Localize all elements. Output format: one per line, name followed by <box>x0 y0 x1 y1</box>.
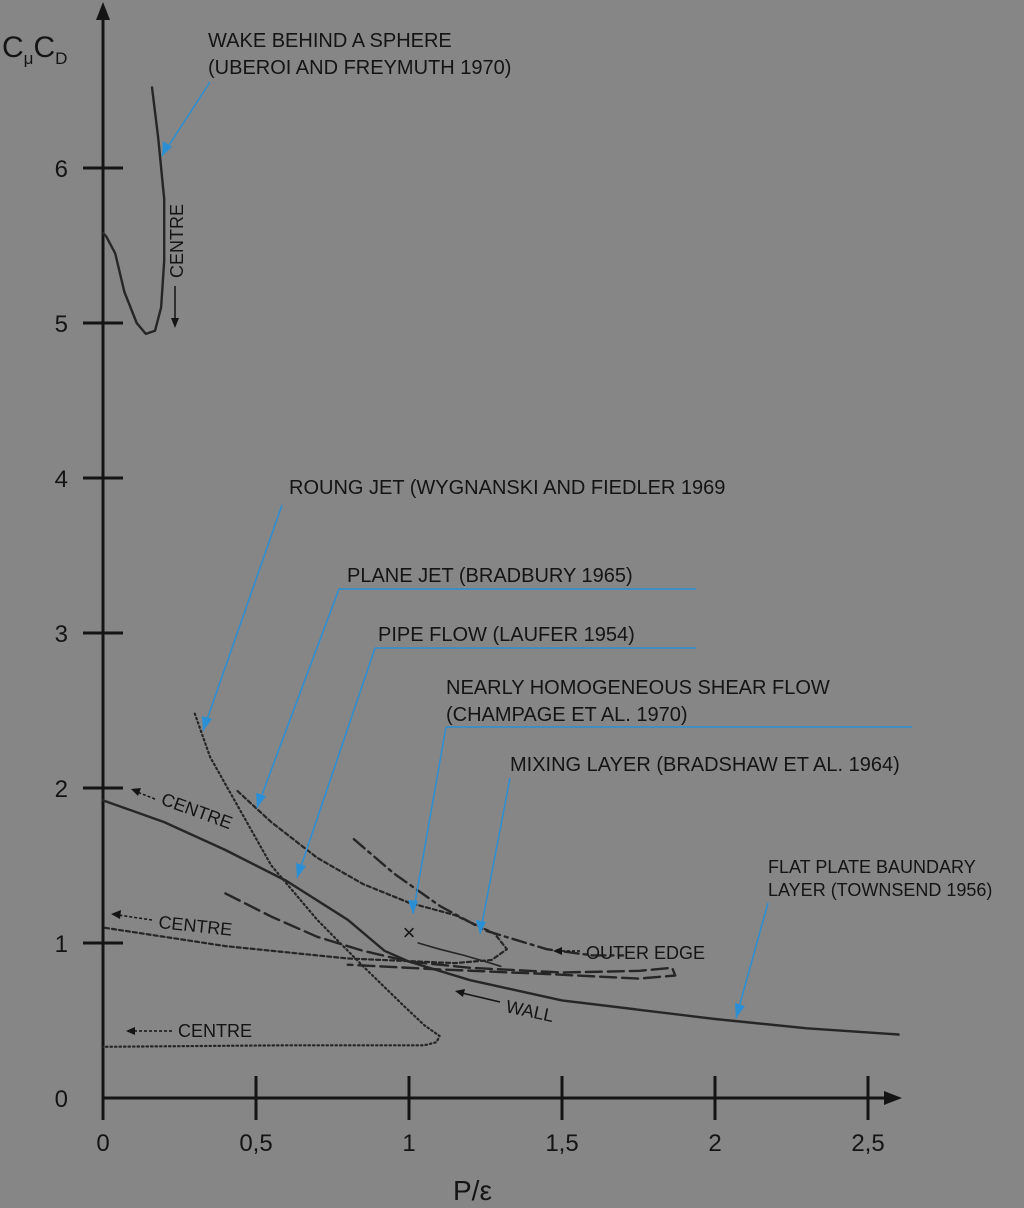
centre-flat-arrow-head <box>131 788 141 796</box>
leader-shear <box>413 727 446 914</box>
series-flat-plate <box>103 800 899 1034</box>
x-tick-label-4: 2 <box>708 1130 722 1157</box>
ann-shear-1: NEARLY HOMOGENEOUS SHEAR FLOW <box>446 677 830 699</box>
ann-wake-1: WAKE BEHIND A SPHERE <box>208 30 452 52</box>
leader-pipe-flow <box>297 648 375 878</box>
x-axis-title: P/ε <box>453 1175 492 1206</box>
y-tick-label-2: 2 <box>54 776 68 803</box>
leader-plane-jet <box>257 589 339 808</box>
ann-mixing: MIXING LAYER (BRADSHAW ET AL. 1964) <box>510 754 900 776</box>
leader-plane-jet-head <box>256 793 266 808</box>
y-axis-arrow <box>96 2 110 20</box>
ann-plane-jet: PLANE JET (BRADBURY 1965) <box>347 565 633 587</box>
ann-centre-flat: CENTRE <box>158 788 236 834</box>
y-tick-label-1: 1 <box>54 931 68 958</box>
x-tick-label-2: 1 <box>402 1130 416 1157</box>
centre-round-arrow-head <box>126 1027 135 1035</box>
centre-wake-arrow-head <box>171 318 179 328</box>
ann-pipe-flow: PIPE FLOW (LAUFER 1954) <box>378 624 635 646</box>
x-tick-label-1: 0,5 <box>239 1130 273 1157</box>
y-tick-label-0: 0 <box>54 1086 68 1113</box>
wall-arrow-head <box>455 989 465 997</box>
leader-wake <box>162 82 210 156</box>
y-tick-label-5: 5 <box>54 311 68 338</box>
y-tick-label-4: 4 <box>54 466 68 493</box>
leader-round-jet-head <box>202 716 212 731</box>
y-tick-label-3: 3 <box>54 621 68 648</box>
leader-mixing-head <box>476 920 486 934</box>
ann-wall: WALL <box>504 996 556 1026</box>
leader-flat-plate-head <box>735 1003 745 1018</box>
x-tick-label-0: 0 <box>96 1130 110 1157</box>
series-wake <box>103 87 164 334</box>
ann-flat-plate-1: FLAT PLATE BAUNDARY <box>768 857 976 877</box>
centre-flat-arrow-line <box>137 792 155 799</box>
leader-pipe-flow-head <box>296 863 306 878</box>
ticks <box>55 156 885 1157</box>
marker-x: × <box>402 920 416 946</box>
outer-edge-arrow-head <box>553 947 562 955</box>
ann-centre-wake: CENTRE <box>167 203 187 278</box>
ann-wake-2: (UBEROI AND FREYMUTH 1970) <box>208 57 512 79</box>
y-tick-label-6: 6 <box>54 156 68 183</box>
y-axis-title: $C_\mu C_D$ <box>2 31 68 68</box>
leader-flat-plate <box>736 903 768 1018</box>
leader-shear-head <box>408 900 418 914</box>
annotations <box>111 30 992 1041</box>
ann-centre-plane: CENTRE <box>157 912 234 940</box>
x-tick-label-5: 2,5 <box>851 1130 885 1157</box>
ann-shear-2: (CHAMPAGE ET AL. 1970) <box>446 704 688 726</box>
wall-arrow-line <box>462 993 500 1002</box>
x-axis-arrow <box>884 1091 902 1105</box>
ann-flat-plate-2: LAYER (TOWNSEND 1956) <box>768 880 993 900</box>
series-pipe-flow <box>225 893 675 978</box>
x-tick-label-3: 1,5 <box>545 1130 579 1157</box>
centre-plane-arrow-line <box>118 915 152 920</box>
series-round-jet <box>103 714 440 1047</box>
leader-round-jet <box>203 505 282 731</box>
ann-outer-edge: OUTER EDGE <box>586 943 706 963</box>
leader-mixing <box>480 778 510 934</box>
series-plane-jet <box>103 788 507 963</box>
leaders <box>162 82 912 1018</box>
centre-plane-arrow-head <box>111 910 121 919</box>
ann-centre-round: CENTRE <box>178 1021 253 1041</box>
ann-round-jet: ROUNG JET (WYGNANSKI AND FIEDLER 1969 <box>289 477 726 499</box>
